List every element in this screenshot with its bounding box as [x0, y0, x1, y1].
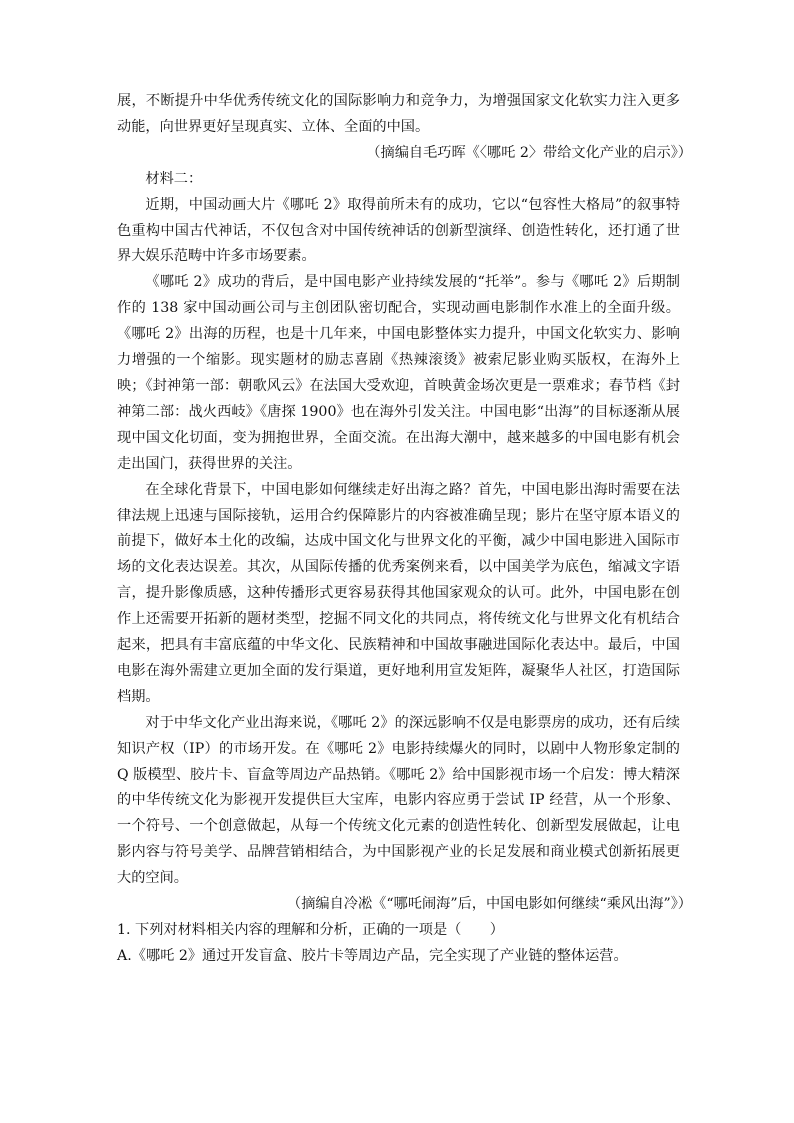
source-citation-1: （摘编自毛巧晖《〈哪吒 2〉带给文化产业的启示》） — [366, 144, 692, 161]
material-two-heading: 材料二： — [145, 170, 203, 187]
document-body — [117, 89, 692, 970]
paragraph-continued: 展，不断提升中华优秀传统文化的国际影响力和竞争力，为增强国家文化软实力注入更多动能，向世界更好呈现真实、立体、全面的中国。 — [117, 93, 680, 135]
paragraph: 近期，中国动画大片《哪吒 2》取得前所未有的成功，它以“包容性大格局”的叙事特色重构中国古代神话，不仅包含对中国传统神话的创新型演绎、创造性转化，还打通了世界大娱乐范畴中许多市场要素。 — [117, 196, 680, 265]
question-stem: 1. 下列对材料相关内容的理解和分析，正确的一项是（ ） — [117, 922, 504, 938]
source-citation-2: （摘编自冷凇《“哪吒闹海”后，中国电影如何继续“乘风出海”》） — [287, 896, 692, 913]
paragraph: 《哪吒 2》成功的背后，是中国电影产业持续发展的“托举”。参与《哪吒 2》后期制作的 138 家中国动画公司与主创团队密切配合，实现动画电影制作水准上的全面升级。《哪吒 2》出海的历程，也是十几年来，中国电影整体实力提升，中国文化软实力、影响力增强的一个缩影。现实题材的励志喜剧《热辣滚烫》被索尼影业购买版权，在海外上映；《封神第一部：朝歌风云》在法国大受欢迎，首映黄金场次更是一票难求；春节档《封神第二部：战火西岐》《唐探 1900》也在海外引发关注。中国电影“出海”的目标逐渐从展现中国文化切面，变为拥抱世界，全面交流。在出海大潮中，越来越多的中国电影有机会走出国门，获得世界的关注。 — [117, 274, 680, 472]
paragraph: 对于中华文化产业出海来说，《哪吒 2》的深远影响不仅是电影票房的成功，还有后续知识产权（IP）的市场开发。在《哪吒 2》电影持续爆火的同时，以剧中人物形象定制的 Q 版模型、胶片卡、盲盒等周边产品热销。《哪吒 2》给中国影视市场一个启发：博大精深的中华传统文化为影视开发提供巨大宝库，电影内容应勇于尝试 IP 经营，从一个形象、一个符号、一个创意做起，从每一个传统文化元素的创造性转化、创新型发展做起，让电影内容与符号美学、品牌营销相结合，为中国影视产业的长足发展和商业模式创新拓展更大的空间。 — [117, 714, 680, 887]
paragraph: 在全球化背景下，中国电影如何继续走好出海之路？首先，中国电影出海时需要在法律法规上迅速与国际接轨，运用合约保障影片的内容被准确呈现；影片在坚守原本语义的前提下，做好本土化的改编，达成中国文化与世界文化的平衡，减少中国电影进入国际市场的文化表达误差。其次，从国际传播的优秀案例来看，以中国美学为底色，缩减文字语言，提升影像质感，这种传播形式更容易获得其他国家观众的认可。此外，中国电影在创作上还需要开拓新的题材类型，挖掘不同文化的共同点，将传统文化与世界文化有机结合起来，把具有丰富底蕴的中华文化、民族精神和中国故事融进国际化表达中。最后，中国电影在海外需建立更加全面的发行渠道，更好地利用宣发矩阵，凝聚华人社区，打造国际档期。 — [117, 481, 680, 705]
answer-option-a: A.《哪吒 2》通过开发盲盒、胶片卡等周边产品，完全实现了产业链的整体运营。 — [117, 947, 628, 964]
